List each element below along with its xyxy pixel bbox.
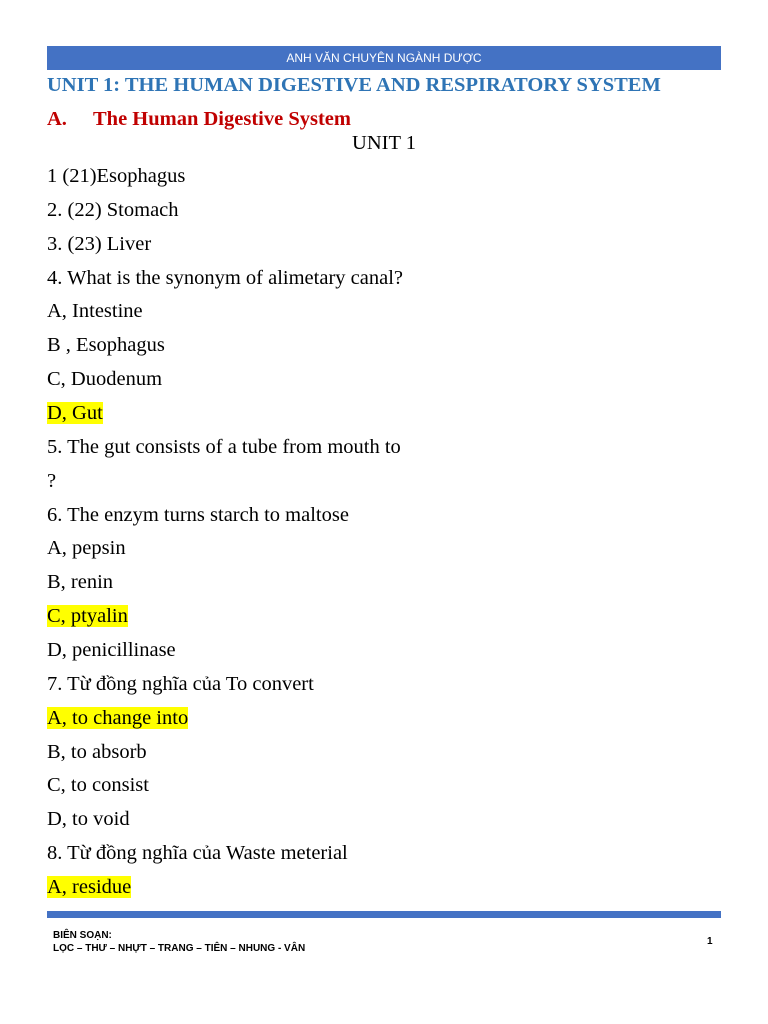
highlighted-answer-text: A, to change into [47, 706, 189, 729]
document-line [47, 160, 721, 194]
document-line [47, 736, 721, 770]
line-text: 8. Từ đồng nghĩa của Waste meterial [47, 842, 348, 865]
document-line [47, 837, 721, 871]
line-text: A, pepsin [47, 537, 126, 560]
unit-label: UNIT 1 [352, 132, 416, 154]
document-line [47, 329, 721, 363]
document-line [47, 702, 721, 736]
footer-divider [47, 911, 721, 918]
line-text: 3. (23) Liver [47, 232, 152, 255]
highlighted-answer-text: D, Gut [47, 402, 103, 425]
line-text: 1 (21)Esophagus [47, 165, 186, 187]
document-line [47, 228, 721, 262]
document-line [47, 194, 721, 228]
document-line [47, 295, 721, 329]
document-line [47, 566, 721, 600]
line-text: 7. Từ đồng nghĩa của To convert [47, 672, 314, 695]
footer-authors: LỌC – THƯ – NHỰT – TRANG – TIÊN – NHUNG - VÂN [53, 943, 306, 954]
header-banner-text: ANH VĂN CHUYÊN NGÀNH DƯỢC [286, 51, 482, 65]
line-text: D, to void [47, 808, 130, 831]
document-line [47, 600, 721, 634]
footer-credits-label: BIÊN SOẠN: [53, 930, 112, 941]
document-lines [47, 160, 721, 905]
document-line [47, 363, 721, 397]
document-line [47, 499, 721, 533]
line-text: A, Intestine [47, 300, 143, 323]
line-text: 2. (22) Stomach [47, 198, 179, 221]
line-text: 5. The gut consists of a tube from mouth to [47, 435, 401, 458]
document-line [47, 431, 721, 465]
page-number: 1 [707, 936, 713, 947]
line-text: D, penicillinase [47, 639, 176, 662]
highlighted-answer-text: C, ptyalin [47, 605, 128, 628]
line-text: C, to consist [47, 774, 149, 797]
line-text: 4. What is the synonym of alimetary canal? [47, 266, 403, 289]
footer-credits [53, 929, 305, 955]
document-line [47, 465, 721, 499]
document-line [47, 803, 721, 837]
document-line [47, 532, 721, 566]
document-line [47, 397, 721, 431]
document-line [47, 668, 721, 702]
document-line [47, 769, 721, 803]
highlighted-answer-text: A, residue [47, 876, 132, 899]
line-text: C, Duodenum [47, 368, 163, 391]
document-line [47, 262, 721, 296]
section-marker: A. [47, 108, 67, 130]
document-line [47, 634, 721, 668]
section-heading [47, 107, 351, 131]
line-text: ? [47, 469, 57, 492]
section-title: The Human Digestive System [93, 108, 351, 130]
line-text: B, renin [47, 571, 114, 594]
line-text: B , Esophagus [47, 334, 165, 357]
document-line [47, 871, 721, 905]
line-text: 6. The enzym turns starch to maltose [47, 503, 349, 526]
header-banner [47, 46, 721, 70]
document-title: UNIT 1: THE HUMAN DIGESTIVE AND RESPIRATORY SYSTEM [47, 74, 661, 96]
line-text: B, to absorb [47, 740, 147, 763]
